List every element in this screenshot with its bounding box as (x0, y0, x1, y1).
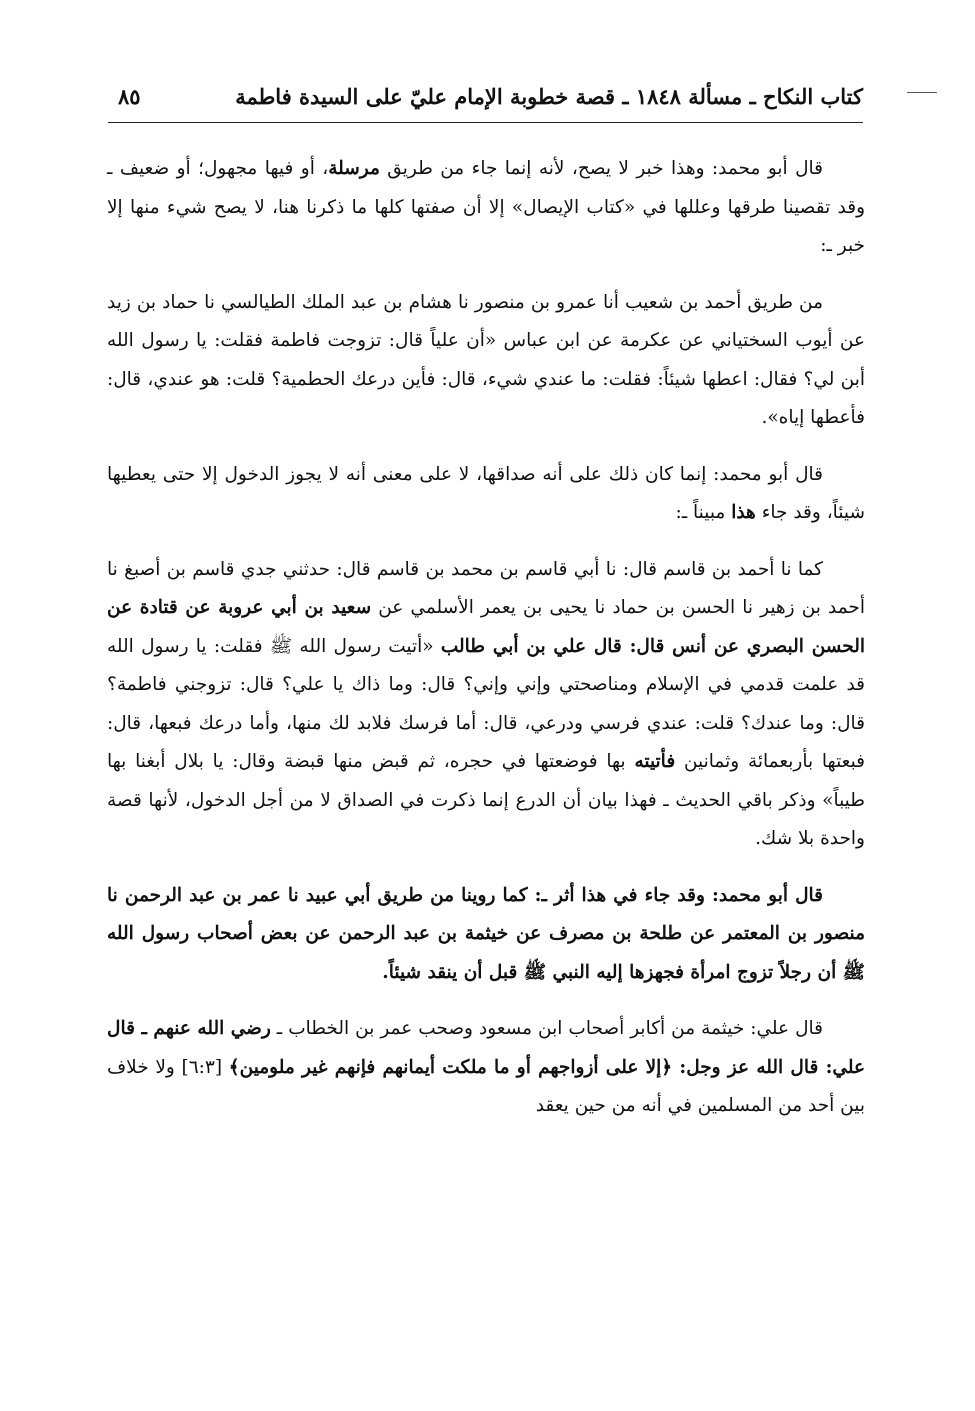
paragraph-4 (107, 551, 865, 859)
paragraph-4-bold-a: سعيد بن أبي عروبة عن قتادة عن الحسن البصري عن أنس قال: قال علي بن أبي طالب (107, 597, 866, 657)
body-text (107, 150, 865, 1144)
paragraph-5 (107, 877, 865, 993)
paragraph-1-text-b: ، أو فيها مجهول؛ أو ضعيف ـ وقد تقصينا طرقها وعللها في «كتاب الإيصال» إلا أن صفتها كلها ما ذكرنا هنا، لا يصح شيء منها إلا خبر ـ: (107, 158, 865, 256)
paragraph-3 (107, 456, 865, 533)
paragraph-4-text-b: «أتيت رسول الله ﷺ فقلت: يا رسول الله قد علمت قدمي في الإسلام ومناصحتي وإني وإني؟ قال: وما ذاك يا علي؟ قال: تزوجني فاطمة؟ قال: وما عندك؟ قلت: عندي فرسي ودرعي، قال: أما فرسك فلابد لك منها، وأما درعك فبعها، قال: فبعتها بأربعمائة وثمانين (107, 635, 865, 772)
paragraph-6-bold-a: رضي الله عنهم ـ قال علي: قال الله عز وجل: ﴿إلا على أزواجهم أو ما ملكت أيمانهم فإنهم غير ملومين﴾ (107, 1018, 865, 1078)
paragraph-6-text-a: قال علي: خيثمة من أكابر أصحاب ابن مسعود وصحب عمر بن الخطاب ـ (270, 1018, 823, 1039)
paragraph-5-bold-a: قال أبو محمد: وقد جاء في هذا أثر ـ: كما روينا من طريق أبي عبيد نا عمر بن عبد الرحمن نا منصور بن المعتمر عن طلحة بن مصرف عن خيثمة بن عبد الرحمن عن بعض أصحاب رسول الله ﷺ أن رجلاً تزوج امرأة فجهزها إليه النبي ﷺ قبل أن ينقد شيئاً. (107, 884, 865, 983)
paragraph-3-bold-a: هذا (731, 502, 756, 523)
page-number: ٨٥ (118, 84, 141, 109)
paragraph-1-bold-a: مرسلة (328, 158, 380, 179)
running-header (108, 84, 863, 124)
paragraph-6 (107, 1010, 865, 1126)
paragraph-3-text-b: مبيناً ـ: (675, 502, 732, 523)
paragraph-4-text-c: بها فوضعتها في حجره، ثم قبض منها قبضة وقال: يا بلال أبغنا بها طيباً» وذكر باقي الحديث ـ فهذا بيان أن الدرع إنما ذكرت في الصداق لا من أجل الدخول، لأنها قصة واحدة بلا شك. (107, 751, 865, 849)
paragraph-6-text-b: [٦:٣] ولا خلاف بين أحد من المسلمين في أنه من حين يعقد (107, 1056, 865, 1116)
header-divider (108, 122, 863, 123)
paragraph-1-text-a: قال أبو محمد: وهذا خبر لا يصح، لأنه إنما جاء من طريق (379, 158, 823, 179)
paragraph-1 (107, 150, 865, 266)
header-title: كتاب النكاح ـ مسألة ١٨٤٨ ـ قصة خطوبة الإمام عليّ على السيدة فاطمة (235, 84, 863, 109)
paragraph-2-text-a: من طريق أحمد بن شعيب أنا عمرو بن منصور نا هشام بن عبد الملك الطيالسي نا حماد بن زيد عن أيوب السختياني عن عكرمة عن ابن عباس «أن علياً قال: تزوجت فاطمة فقلت: يا رسول الله أبن لي؟ فقال: اعطها شيئاً: فقلت: ما عندي شيء، قال: فأين درعك الحطمية؟ قلت: هو عندي، قال: فأعطها إياه». (107, 291, 865, 428)
paragraph-3-text-a: قال أبو محمد: إنما كان ذلك على أنه صداقها، لا على معنى أنه لا يجوز الدخول إلا حتى يعطيها شيئاً، وقد جاء (107, 463, 865, 523)
paragraph-4-bold-b: فأتيته (634, 751, 676, 772)
paragraph-2 (107, 284, 865, 438)
header-corner-mark (907, 92, 937, 93)
paragraph-4-text-a: كما نا أحمد بن قاسم قال: نا أبي قاسم بن محمد بن قاسم قال: حدثني جدي قاسم بن أصبغ نا أحمد بن زهير نا الحسن بن حماد نا يحيى بن يعمر الأسلمي عن (107, 558, 866, 618)
